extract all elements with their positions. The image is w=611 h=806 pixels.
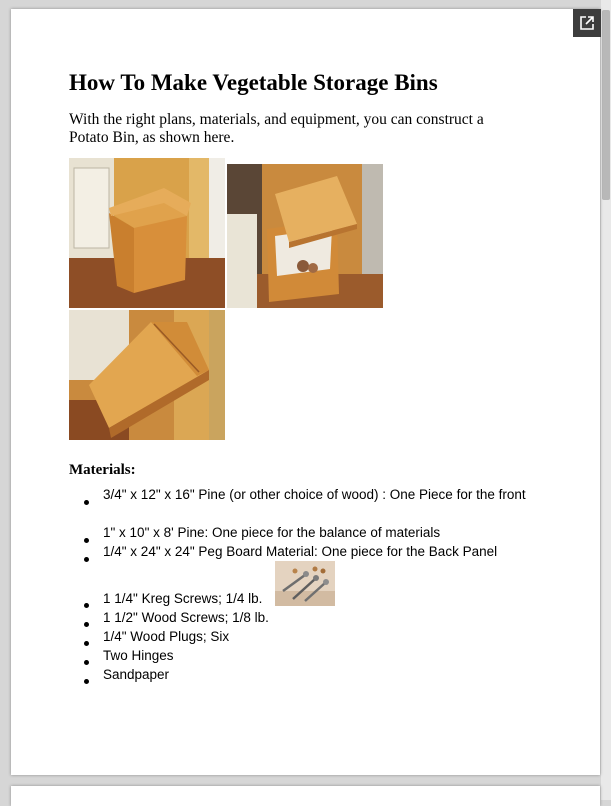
list-item-text: Two Hinges: [103, 648, 174, 663]
scrollbar-thumb[interactable]: [602, 10, 610, 200]
list-item-text: 1" x 10" x 8' Pine: One piece for the balance of materials: [103, 525, 441, 540]
list-item-text: 1/4" Wood Plugs; Six: [103, 629, 230, 644]
list-item-text: Sandpaper: [103, 667, 170, 682]
potato-bin-lid-photo: [69, 310, 225, 440]
bullet: [84, 557, 89, 562]
list-item-text: 1 1/2" Wood Screws; 1/8 lb.: [103, 610, 269, 625]
bullet: [84, 538, 89, 543]
next-document-page: [11, 786, 600, 806]
open-in-new-icon: [580, 16, 594, 30]
intro-paragraph: With the right plans, materials, and equipment, you can construct a Potato Bin, as shown here.: [69, 111, 484, 146]
popout-button[interactable]: [573, 9, 601, 37]
list-item-text: 3/4" x 12" x 16" Pine (or other choice of wood) : One Piece for the front: [103, 487, 526, 502]
page-title: How To Make Vegetable Storage Bins: [69, 70, 438, 95]
screws-photo: [275, 561, 335, 606]
bullet: [84, 660, 89, 665]
scrollbar[interactable]: [601, 0, 611, 800]
potato-bin-closed-photo: [69, 158, 225, 308]
bullet: [84, 679, 89, 684]
bullet: [84, 622, 89, 627]
bullet: [84, 500, 89, 505]
materials-heading: Materials:: [69, 462, 136, 478]
bullet: [84, 641, 89, 646]
list-item-text: 1 1/4" Kreg Screws; 1/4 lb.: [103, 591, 263, 606]
bullet: [84, 603, 89, 608]
list-item-text: 1/4" x 24" x 24" Peg Board Material: One piece for the Back Panel: [103, 544, 498, 559]
potato-bin-open-photo: [227, 164, 383, 308]
